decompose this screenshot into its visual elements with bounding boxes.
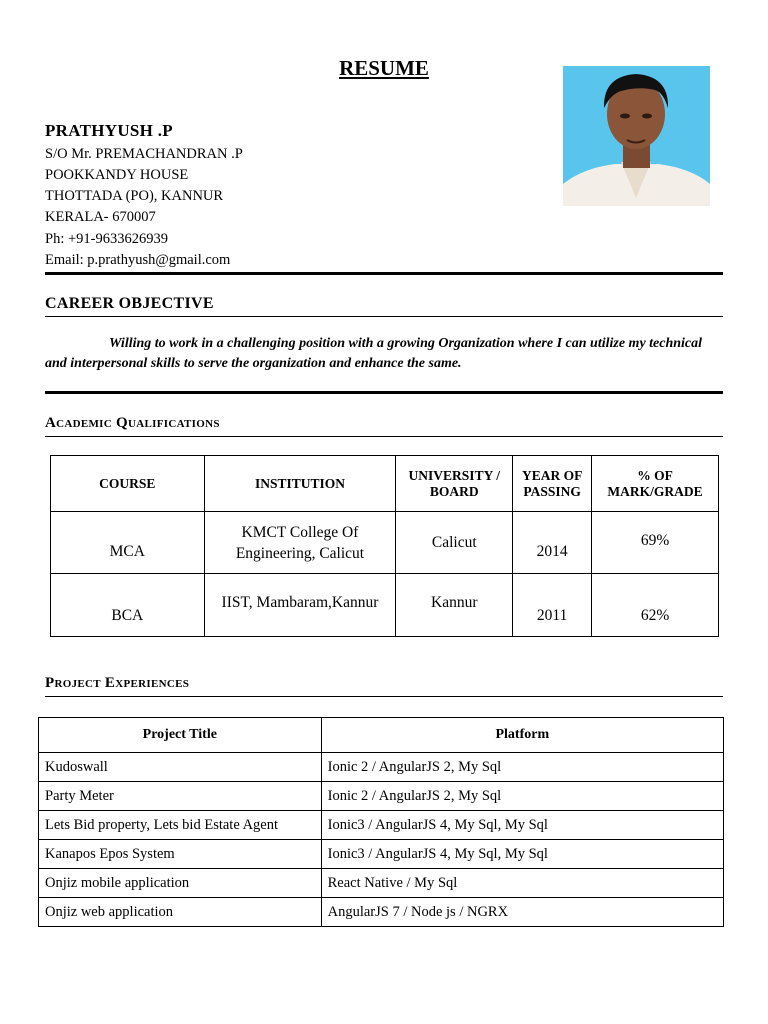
column-header-course: COURSE [51, 456, 205, 512]
table-row [39, 811, 724, 840]
divider [45, 272, 723, 275]
table-row [39, 898, 724, 927]
profile-photo [563, 66, 710, 206]
board-cell: Kannur [396, 574, 513, 637]
institution-cell: KMCT College Of Engineering, Calicut [204, 512, 396, 574]
email-line: Email: p.prathyush@gmail.com [45, 252, 231, 268]
table-row [39, 782, 724, 811]
column-header-platform: Platform [321, 718, 723, 753]
year-cell: 2014 [513, 512, 592, 574]
project-title-cell: Onjiz mobile application [39, 869, 322, 898]
project-title-cell: Kudoswall [39, 753, 322, 782]
platform-cell: React Native / My Sql [321, 869, 723, 898]
project-title-cell: Lets Bid property, Lets bid Estate Agent [39, 811, 322, 840]
house-line: POOKKANDY HOUSE [45, 167, 189, 183]
platform-cell: Ionic 2 / AngularJS 2, My Sql [321, 753, 723, 782]
academic-table [50, 455, 719, 637]
person-portrait-icon [563, 66, 710, 206]
table-header-row [39, 718, 724, 753]
table-row [39, 869, 724, 898]
year-cell: 2011 [513, 574, 592, 637]
projects-heading: Project Experiences [45, 675, 190, 691]
divider [45, 316, 723, 317]
table-row [39, 753, 724, 782]
grade-cell: 69% [592, 512, 719, 574]
institution-cell: IIST, Mambaram,Kannur [204, 574, 396, 637]
projects-table [38, 717, 724, 927]
post-office-line: THOTTADA (PO), KANNUR [45, 188, 224, 204]
column-header-project-title: Project Title [39, 718, 322, 753]
phone-line: Ph: +91-9633626939 [45, 231, 168, 247]
column-header-institution: INSTITUTION [204, 456, 396, 512]
divider [45, 436, 723, 437]
candidate-name: PRATHYUSH .P [45, 121, 173, 140]
project-title-cell: Kanapos Epos System [39, 840, 322, 869]
table-row [51, 512, 719, 574]
career-objective-heading: CAREER OBJECTIVE [45, 295, 214, 312]
project-title-cell: Party Meter [39, 782, 322, 811]
board-cell: Calicut [396, 512, 513, 574]
platform-cell: Ionic 2 / AngularJS 2, My Sql [321, 782, 723, 811]
divider [45, 391, 723, 394]
academic-heading: Academic Qualifications [45, 415, 220, 431]
column-header-year: YEAR OF PASSING [513, 456, 592, 512]
career-objective-text: Willing to work in a challenging position with a growing Organization where I can utilize my technical and interpersonal skills to serve the organization and enhance the same. [45, 336, 703, 371]
platform-cell: AngularJS 7 / Node js / NGRX [321, 898, 723, 927]
project-title-cell: Onjiz web application [39, 898, 322, 927]
resume-title: RESUME [339, 56, 429, 80]
course-cell: MCA [51, 512, 205, 574]
platform-cell: Ionic3 / AngularJS 4, My Sql, My Sql [321, 811, 723, 840]
state-pin-line: KERALA- 670007 [45, 209, 156, 225]
platform-cell: Ionic3 / AngularJS 4, My Sql, My Sql [321, 840, 723, 869]
divider [45, 696, 723, 697]
course-cell: BCA [51, 574, 205, 637]
table-row [39, 840, 724, 869]
table-header-row [51, 456, 719, 512]
grade-cell: 62% [592, 574, 719, 637]
column-header-board: UNIVERSITY / BOARD [396, 456, 513, 512]
column-header-grade: % OF MARK/GRADE [592, 456, 719, 512]
guardian-line: S/O Mr. PREMACHANDRAN .P [45, 146, 243, 162]
table-row [51, 574, 719, 637]
